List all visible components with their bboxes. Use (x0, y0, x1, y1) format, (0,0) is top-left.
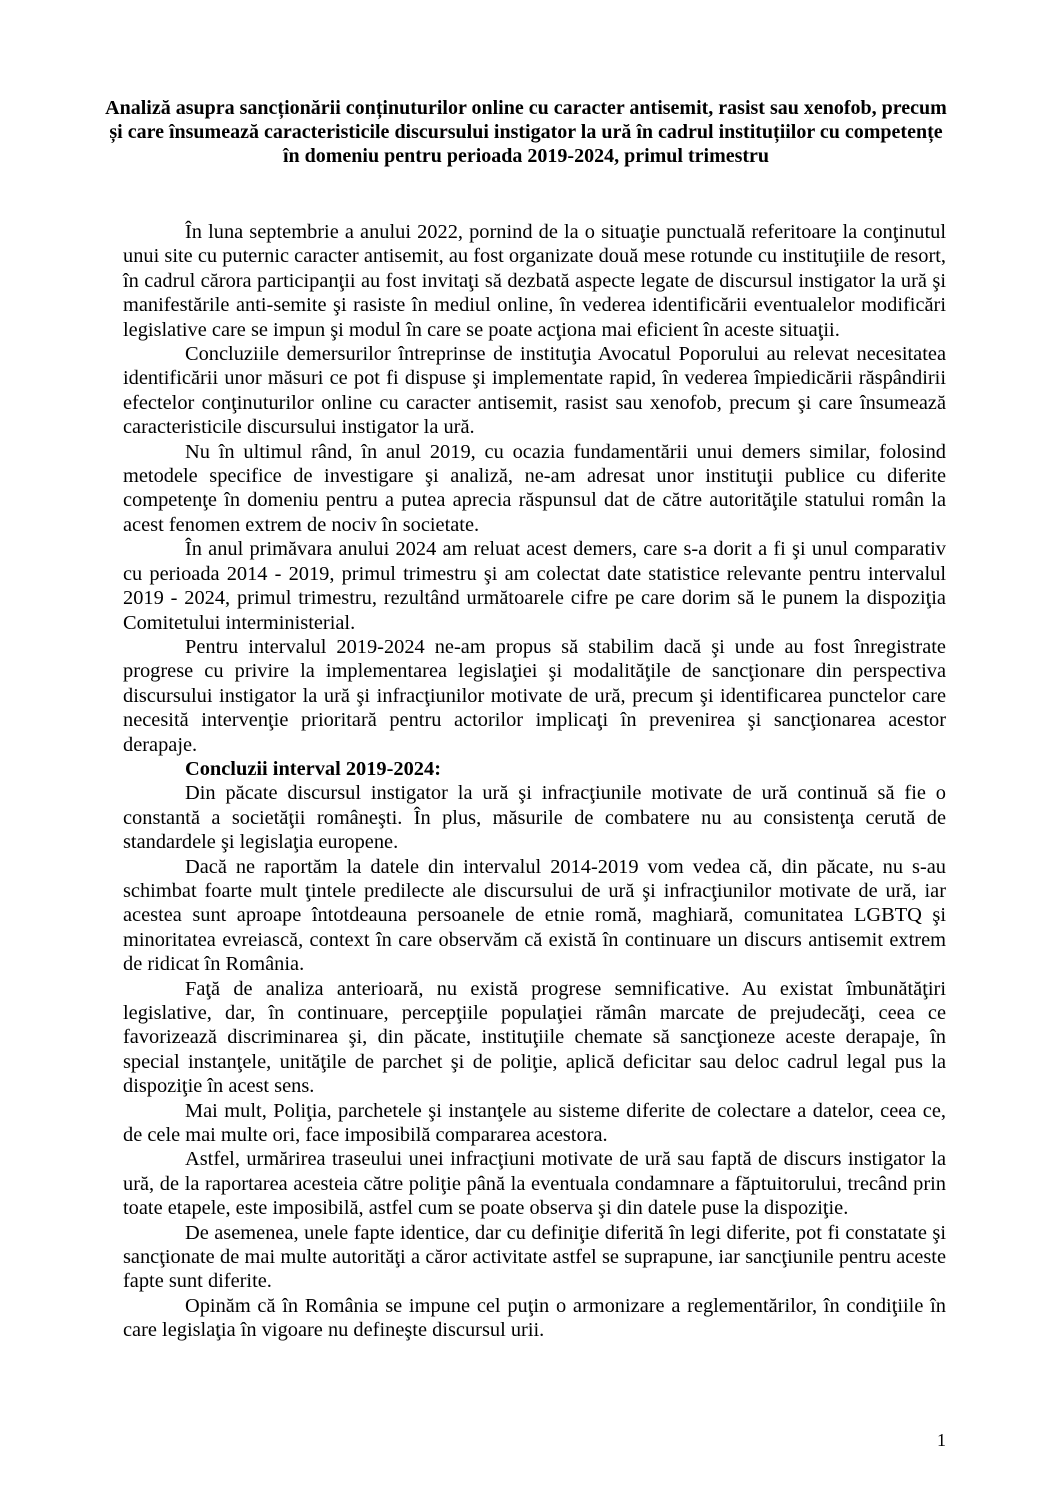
conclusions-heading: Concluzii interval 2019-2024: (185, 757, 441, 780)
paragraph-intro-4: În anul primăvara anului 2024 am reluat acest demers, care s-a dorit a fi şi unul comparativ cu perioada 2014 - 2019, primul trimestru şi am colectat date statistice relevante pentru intervalul 2019 - 2024, primul trimestru, rezultând următoarele cifre pe care dorim să le punem la dispoziţia Comitetului interministerial. (123, 538, 946, 634)
conclusion-paragraph-1: Din păcate discursul instigator la ură şi infracţiunile motivate de ură continuă să fie o constantă a societăţii româneşti. În plus, măsurile de combatere nu au consistenţa cerută de standardele şi legislaţia europene. (123, 782, 946, 854)
conclusion-paragraph-7: Opinăm că în România se impune cel puţin o armonizare a reglementărilor, în condiţiile în care legislaţia în vigoare nu defineşte discursul urii. (123, 1294, 946, 1342)
conclusion-paragraph-3: Faţă de analiza anterioară, nu există progrese semnificative. Au existat îmbunătăţiri legislative, dar, în continuare, percepţiile populaţiei rămân marcate de prejudecăţi, ceea ce favorizează discriminarea şi, din păcate, instituţiile chemate să sancţioneze aceste derapaje, în special instanţele, unităţile de parchet şi de poliţie, aplică deficitar sau deloc cadrul legal pus la dispoziţie în acest sens. (123, 977, 946, 1098)
conclusion-paragraph-2: Dacă ne raportăm la datele din intervalul 2014-2019 vom vedea că, din păcate, nu s-au schimbat foarte mult ţintele predilecte ale discursului de ură şi infracţiunilor motivate de ură, iar acestea sunt aproape întotdeauna persoanele de etnie romă, maghiară, comunitatea LGBTQ şi minoritatea evreiască, context în care observăm că există în continuare un discurs antisemit extrem de ridicat în România. (123, 855, 946, 976)
paragraph-intro-2: Concluziile demersurilor întreprinse de instituţia Avocatul Poporului au relevat necesitatea identificării unor măsuri ce pot fi dispuse şi implementate rapid, în vederea împiedicării răspândirii efectelor conţinuturilor online cu caracter antisemit, rasist sau xenofob, precum şi care însumează caracteristicile discursului instigator la ură. (123, 343, 946, 439)
document-body (123, 220, 946, 1343)
conclusion-paragraph-5: Astfel, urmărirea traseului unei infracţiuni motivate de ură sau faptă de discurs instigator la ură, de la raportarea acesteia către poliţie până la eventuala condamnare a făptuitorului, trecând prin toate etapele, este imposibilă, astfel cum se poate observa şi din datele puse la dispoziţie. (123, 1148, 946, 1220)
paragraph-intro-1: În luna septembrie a anului 2022, pornind de la o situaţie punctuală referitoare la conţinutul unui site cu puternic caracter antisemit, au fost organizate două mese rotunde cu instituţiile de resort, în cadrul cărora participanţii au fost invitaţi să dezbată aspecte legate de discursul instigator la ură şi manifestările anti-semite şi rasiste în mediul online, în vederea identificării eventualelor modificări legislative care se impun şi modul în care se poate acţiona mai eficient în aceste situaţii. (123, 221, 946, 341)
document-title: Analiză asupra sancționării conținuturilor online cu caracter antisemit, rasist sau xenofob, precum și care însumează caracteristicile discursului instigator la ură în cadrul instituțiilor cu competențe în domeniu pentru perioada 2019-2024, primul trimestru (105, 97, 947, 167)
paragraph-intro-5: Pentru intervalul 2019-2024 ne-am propus să stabilim dacă şi unde au fost înregistrate progrese cu privire la implementarea legislaţiei şi modalităţile de sancţionare din perspectiva discursului instigator la ură şi infracţiunilor motivate de ură, precum şi identificarea punctelor care necesită intervenţie prioritară pentru actorilor implicaţi în prevenirea şi sancţionarea acestor derapaje. (123, 635, 946, 756)
conclusion-paragraph-6: De asemenea, unele fapte identice, dar cu definiţie diferită în legi diferite, pot fi constatate şi sancţionate de mai multe autorităţi a căror activitate astfel se suprapune, iar sancţiunile pentru aceste fapte sunt diferite. (123, 1221, 946, 1293)
paragraph-intro-3: Nu în ultimul rând, în anul 2019, cu ocazia fundamentării unui demers similar, folosind metodele specifice de investigare şi analiză, ne-am adresat unor instituţii publice cu diferite competenţe în domeniu pentru a putea aprecia răspunsul dat de către autorităţile statului român la acest fenomen extrem de nociv în societate. (123, 440, 946, 536)
page-number: 1 (937, 1430, 946, 1450)
conclusion-paragraph-4: Mai mult, Poliţia, parchetele şi instanţele au sisteme diferite de colectare a datelor, ceea ce, de cele mai multe ori, face imposibilă compararea acestora. (123, 1099, 946, 1147)
